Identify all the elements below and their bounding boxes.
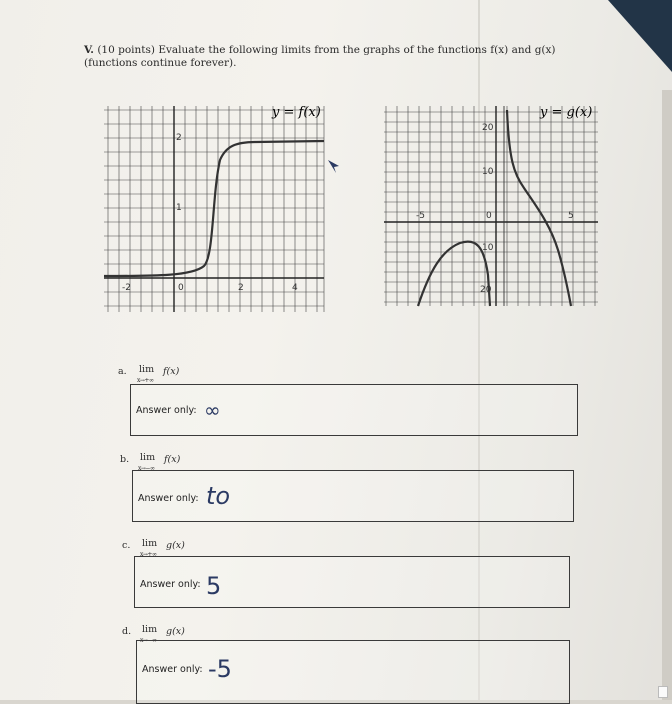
graph-f-title: y = f(x) xyxy=(272,105,321,120)
g-xtick: 5 xyxy=(568,211,574,221)
part-b-sub: x→−∞ xyxy=(138,465,155,472)
answer-label-a: Answer only: xyxy=(136,405,197,416)
part-c-sub: x→+∞ xyxy=(140,551,157,558)
answer-b: to xyxy=(206,482,231,510)
answer-d: -5 xyxy=(208,655,232,683)
part-a-func: f(x) xyxy=(163,366,180,377)
dark-corner xyxy=(608,0,672,72)
g-ytick: 10 xyxy=(482,243,494,253)
part-d-lim: lim xyxy=(142,624,158,635)
part-b-func: f(x) xyxy=(164,454,181,465)
part-c-letter: c. xyxy=(122,540,131,551)
answer-a: ∞ xyxy=(204,398,221,422)
answer-label-d: Answer only: xyxy=(142,664,203,675)
g-xtick: 0 xyxy=(486,211,492,221)
part-b-letter: b. xyxy=(120,454,130,465)
graph-g xyxy=(380,100,610,310)
f-xtick: 0 xyxy=(178,283,184,293)
pen-arrow-icon xyxy=(326,158,344,176)
part-c-func: g(x) xyxy=(166,540,185,551)
f-xtick: 4 xyxy=(292,283,298,293)
f-curve xyxy=(104,141,324,276)
f-xtick: 2 xyxy=(238,283,244,293)
part-a-letter: a. xyxy=(118,366,127,377)
g-ytick: 20 xyxy=(480,285,492,295)
f-xtick: -2 xyxy=(122,283,131,293)
page-marker xyxy=(658,686,668,698)
g-ytick: 20 xyxy=(482,123,494,133)
graph-f xyxy=(96,100,336,320)
problem-text: (10 points) Evaluate the following limits from the graphs of the functions f(x) and g(x) (functions continue forever). xyxy=(84,44,556,69)
page-edge xyxy=(662,90,672,700)
part-a-sub: x→+∞ xyxy=(137,377,154,384)
g-xtick: -5 xyxy=(416,211,425,221)
answer-label-c: Answer only: xyxy=(140,579,201,590)
f-ytick: 2 xyxy=(176,133,182,143)
part-d-letter: d. xyxy=(122,626,132,637)
answer-box-a[interactable] xyxy=(130,384,578,436)
answer-c: 5 xyxy=(206,572,222,600)
problem-number: V. xyxy=(84,44,94,56)
part-c-lim: lim xyxy=(142,538,158,549)
part-d-func: g(x) xyxy=(166,626,185,637)
g-ytick: 10 xyxy=(482,167,494,177)
f-ytick: 1 xyxy=(176,203,182,213)
part-b-lim: lim xyxy=(140,452,156,463)
part-d-sub: x→−∞ xyxy=(140,637,157,644)
g-curve-right xyxy=(507,110,571,306)
problem-statement xyxy=(84,44,594,70)
answer-label-b: Answer only: xyxy=(138,493,199,504)
g-curve-left xyxy=(418,242,490,306)
part-a-lim: lim xyxy=(139,364,155,375)
graph-g-title: y = g(x) xyxy=(540,105,593,120)
